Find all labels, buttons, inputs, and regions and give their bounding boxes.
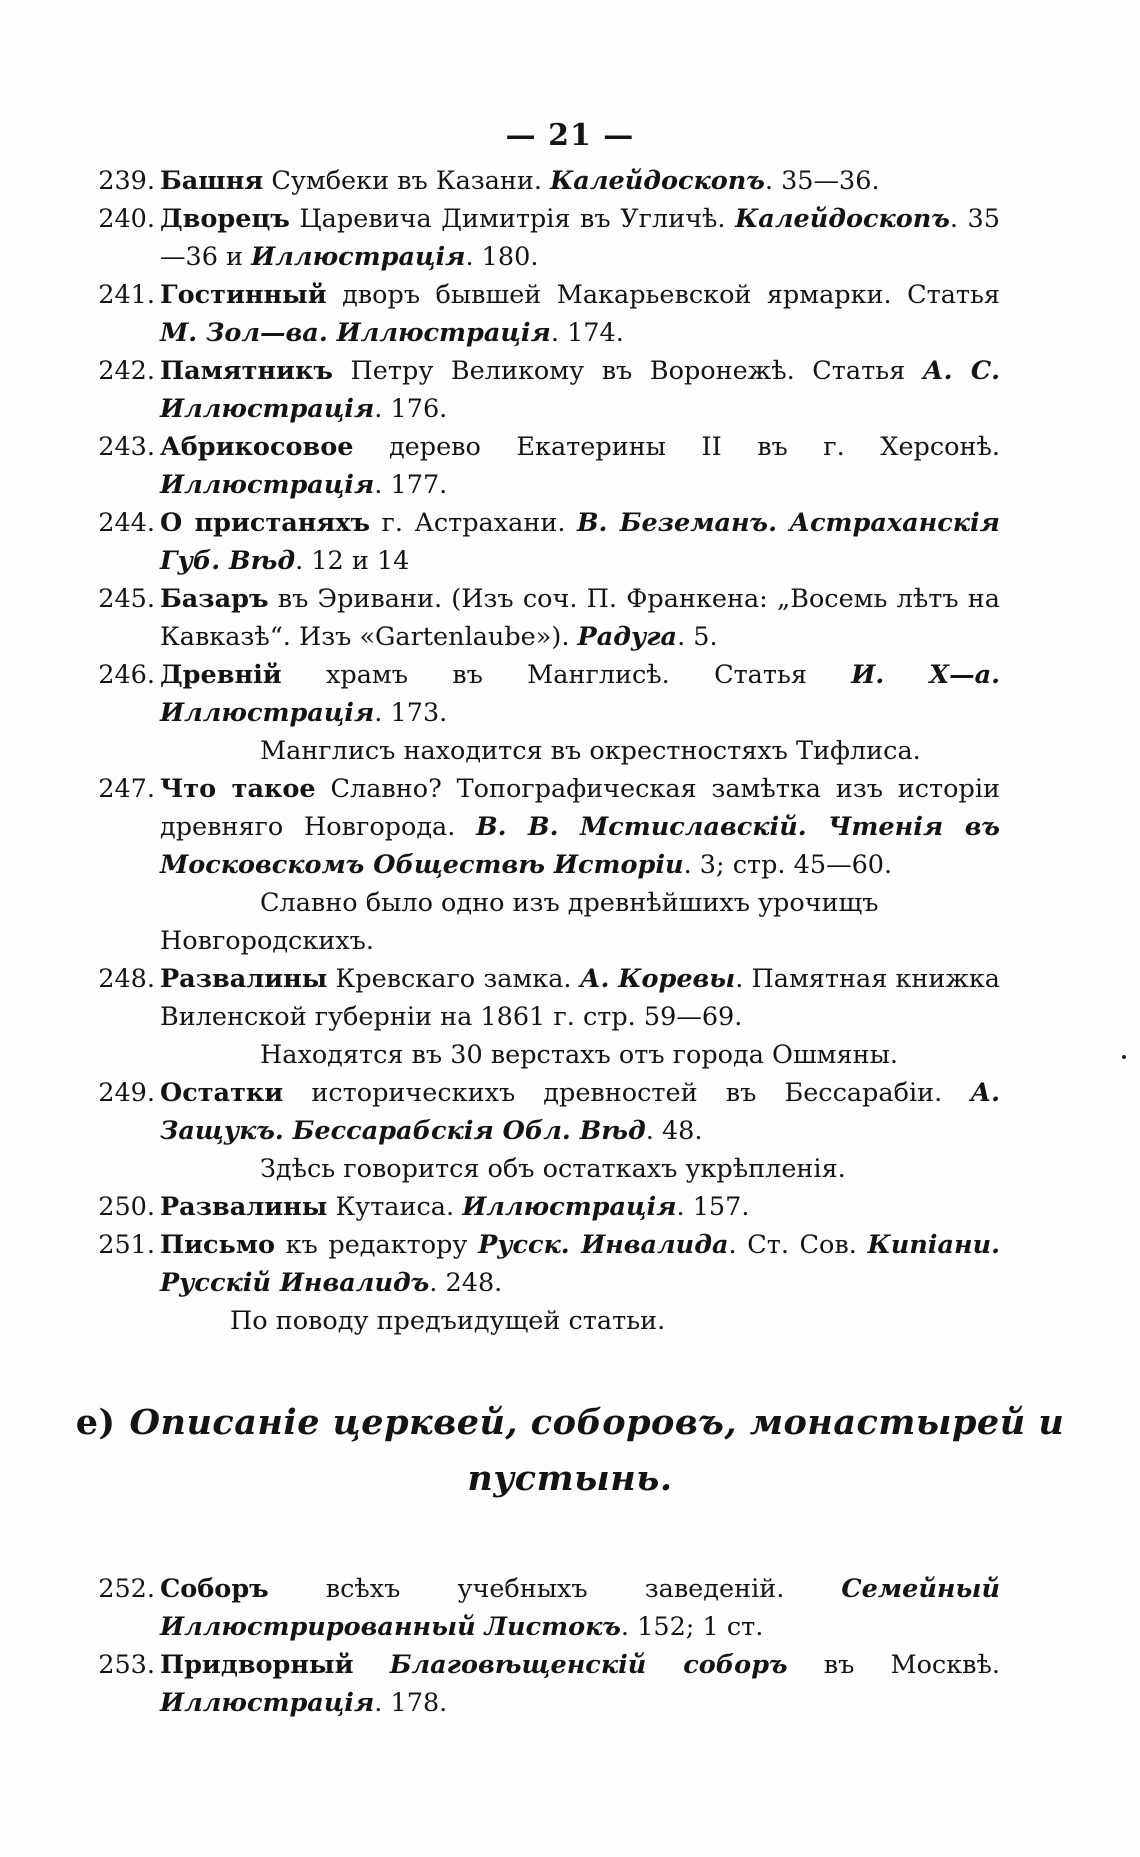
- entry-239: 239. Башня Сумбеки въ Казани. Калейдоскопъ. 35—36.: [98, 166, 880, 196]
- note-251: По поводу предъидущей статьи.: [230, 1306, 666, 1336]
- section-heading: [60, 1395, 1080, 1507]
- entry-246: 246. Древній храмъ въ Манглисѣ. Статья И. Х—а. Иллюстрація. 173.: [98, 660, 1000, 728]
- page-number: — 21 —: [505, 118, 635, 153]
- entry-250: 250. Развалины Кутаиса. Иллюстрація. 157.: [98, 1192, 750, 1222]
- entry-251: 251. Письмо къ редактору Русск. Инвалида. Ст. Сов. Кипіани. Русскій Инвалидъ. 248.: [98, 1230, 1000, 1298]
- section-title-text: Описаніе церквей, соборовъ, монастырей и пустынь.: [129, 1402, 1065, 1499]
- entries-list-a: [80, 162, 1000, 1340]
- entry-252: 252. Соборъ всѣхъ учебныхъ заведеній. Семейный Иллюстрированный Листокъ. 152; 1 ст.: [98, 1574, 1000, 1642]
- section-letter: e): [75, 1402, 116, 1443]
- entry-240: 240. Дворецъ Царевича Димитрія въ Угличѣ. Калейдоскопъ. 35—36 и Иллюстрація. 180.: [98, 204, 1000, 272]
- note-247: Славно было одно изъ древнѣйшихъ урочищъ Новгородскихъ.: [160, 888, 879, 956]
- note-249: Здѣсь говорится объ остаткахъ укрѣпленія.: [260, 1154, 846, 1184]
- scan-speck: [1122, 1055, 1126, 1059]
- entries-list-b: [80, 1570, 1000, 1722]
- entry-249: 249. Остатки историческихъ древностей въ Бессарабіи. А. Защукъ. Бессарабскія Обл. Вѣд. 48.: [98, 1078, 1000, 1146]
- entry-242: 242. Памятникъ Петру Великому въ Воронежѣ. Статья А. С. Иллюстрація. 176.: [98, 356, 1000, 424]
- entry-243: 243. Абрикосовое дерево Екатерины II въ г. Херсонѣ. Иллюстрація. 177.: [98, 432, 1000, 500]
- entry-248: 248. Развалины Кревскаго замка. А. Коревы. Памятная книжка Виленской губерніи на 1861 г. стр. 59—69.: [98, 964, 1000, 1032]
- note-246: Манглисъ находится въ окрестностяхъ Тифлиса.: [260, 736, 921, 766]
- entry-241: 241. Гостинный дворъ бывшей Макарьевской ярмарки. Статья М. Зол—ва. Иллюстрація. 174.: [98, 280, 1000, 348]
- entry-244: 244. О пристаняхъ г. Астрахани. В. Беземанъ. Астраханскія Губ. Вѣд. 12 и 14: [98, 508, 1000, 576]
- entry-247: 247. Что такое Славно? Топографическая замѣтка изъ исторіи древняго Новгорода. В. В. Мстиславскій. Чтенія въ Московскомъ Обществѣ Исторіи. 3; стр. 45—60.: [98, 774, 1001, 880]
- entry-245: 245. Базаръ въ Эривани. (Изъ соч. П. Франкена: „Восемь лѣтъ на Кавказѣ“. Изъ «Gartenlaube»). Радуга. 5.: [98, 584, 1000, 652]
- entry-253: 253. Придворный Благовѣщенскій соборъ въ Москвѣ. Иллюстрація. 178.: [98, 1650, 1000, 1718]
- note-248: Находятся въ 30 верстахъ отъ города Ошмяны.: [260, 1040, 898, 1070]
